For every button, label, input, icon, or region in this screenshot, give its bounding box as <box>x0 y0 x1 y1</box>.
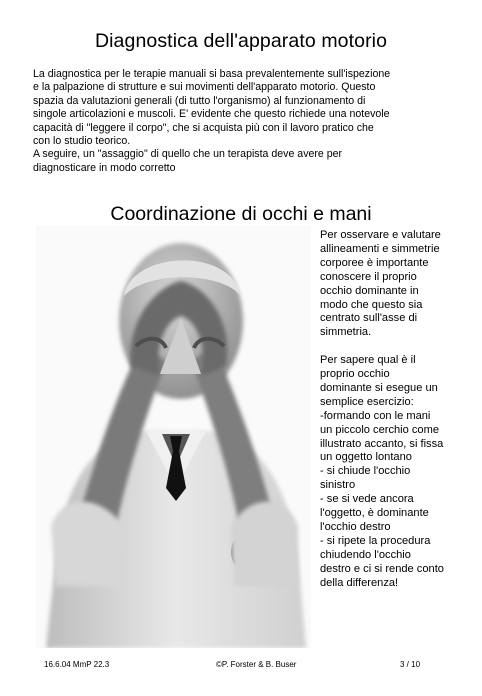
side-line: - si ripete la procedura <box>320 534 431 547</box>
side-line: corporee è importante <box>320 256 429 269</box>
footer-page-number: 3 / 10 <box>400 660 421 669</box>
side-text <box>320 229 480 591</box>
side-line: chiudendo l'occhio <box>320 548 411 561</box>
side-line: sinistro <box>320 479 356 492</box>
eye-hand-photo <box>36 226 311 648</box>
paragraph-gap <box>320 340 480 354</box>
side-line: un oggetto lontano <box>320 451 412 464</box>
footer-date-code: 16.6.04 MmP 22.3 <box>44 660 110 669</box>
intro-line: singole articolazioni e muscoli. E' evidente che questo richiede una notevole <box>33 108 390 121</box>
intro-paragraph <box>33 68 473 175</box>
intro-line: capacità di "leggere il corpo", che si acquista più con il lavoro pratico che <box>33 121 374 134</box>
side-line: occhio dominante in <box>320 284 419 297</box>
side-line: un piccolo cerchio come <box>320 423 440 436</box>
intro-line: con lo studio teorico. <box>33 135 131 148</box>
side-line: l'occhio destro <box>320 521 391 534</box>
side-line: della differenza! <box>320 576 399 589</box>
page-title: Diagnostica dell'apparato motorio <box>94 30 388 52</box>
side-line: modo che questo sia <box>320 298 423 311</box>
side-line: semplice esercizio: <box>320 395 414 408</box>
side-line: Per osservare e valutare <box>320 229 441 241</box>
side-line: Per sapere qual è il <box>320 354 416 367</box>
intro-line: spazia da valutazioni generali (di tutto l'organismo) al funzionamento di <box>33 94 366 107</box>
side-line: allineamenti e simmetrie <box>320 242 440 255</box>
intro-line: e la palpazione di strutture e sui movimenti dell'apparato motorio. Questo <box>33 81 376 94</box>
side-line: dominante si esegue un <box>320 381 438 394</box>
intro-line: La diagnostica per le terapie manuali si basa prevalentemente sull'ispezione <box>33 68 391 80</box>
side-line: -formando con le mani <box>320 409 431 422</box>
intro-line: diagnosticare in modo corretto <box>33 161 176 174</box>
page-footer <box>44 660 444 672</box>
side-line: simmetria. <box>320 326 372 339</box>
footer-authors: ©P. Forster & B. Buser <box>216 660 297 669</box>
side-line: destro e ci si rende conto <box>320 562 444 575</box>
intro-line: A seguire, un "assaggio" di quello che un terapista deve avere per <box>33 148 343 161</box>
side-line: centrato sull'asse di <box>320 312 418 325</box>
side-line: proprio occhio <box>320 368 390 381</box>
side-line: l'oggetto, è dominante <box>320 507 429 520</box>
side-line: - si chiude l'occhio <box>320 465 411 478</box>
side-line: illustrato accanto, si fissa <box>320 437 444 450</box>
section-title: Coordinazione di occhi e mani <box>110 203 372 225</box>
side-line: - se si vede ancora <box>320 493 414 506</box>
side-line: conoscere il proprio <box>320 270 417 283</box>
